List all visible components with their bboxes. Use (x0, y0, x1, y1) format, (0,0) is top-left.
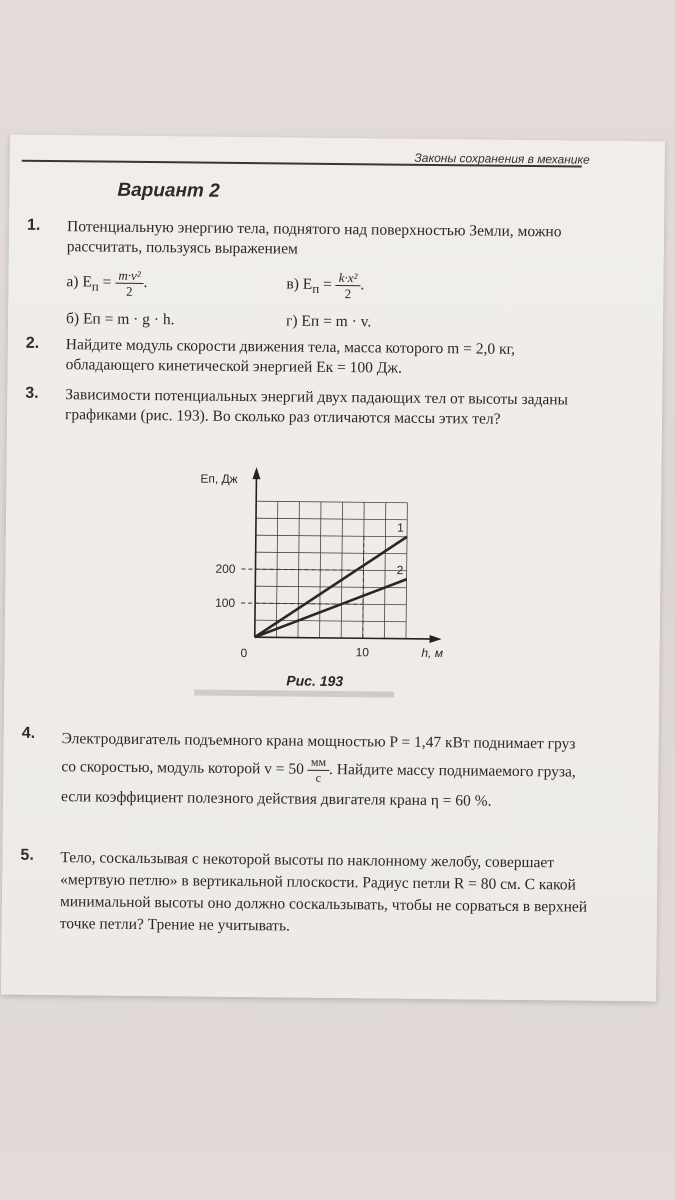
problem-3-text: Зависимости потенциальных энергий двух падающих тел от высоты заданы графиками (рис. 193). Во сколько раз отличаются массы этих тел? (64, 386, 569, 428)
y-axis-label: Eп, Дж (200, 471, 238, 486)
x-axis-label: h, м (421, 645, 444, 661)
x-axis (255, 637, 438, 639)
figure-caption: Рис. 193 (286, 672, 344, 690)
y-tick-label: 100 (215, 595, 236, 610)
problem-1-number: 1. (26, 216, 41, 234)
chart-labels (199, 472, 445, 663)
option-b: б) Eп = m · g · h. (66, 310, 175, 329)
problem-3-number: 3. (25, 384, 39, 402)
chart-grid (241, 501, 408, 639)
y-tick-label: 200 (215, 561, 236, 576)
option-a: а) $E_п$ = $\frac{\text{m·v²}}{2}$ . (66, 267, 148, 299)
problem-4-text: Электродвигатель подъемного крана мощностью P = 1,47 кВт поднимает груз со скоростью, модуль которой v = 50 $\frac{мм}{с}$ . Найдите массу поднимаемого груза, если коэффициент полезного действия двигателя крана η = 60 %. (60, 730, 576, 810)
problem-2-text: Найдите модуль скорости движения тела, масса которого m = 2,0 кг, обладающего кинетической энергией Eк = 100 Дж. (65, 336, 516, 377)
y-axis-arrow (252, 467, 260, 479)
series-label-1: 1 (397, 520, 404, 535)
option-v: в) $E_п$ = $\frac{\text{k·x²}}{2}$ . (286, 270, 365, 302)
grid-line-horizontal (256, 518, 407, 520)
series-label-2: 2 (396, 563, 404, 578)
caption-underline (194, 690, 394, 698)
x-axis-arrow (430, 635, 442, 643)
problem-5-text: Тело, соскальзывая с некоторой высоты по наклонному желобу, совершает «мертвую петлю» в вертикальной плоскости. Радиус петли R = 80 см. С какой минимальной высоты оно должно соскальзывать, чтобы не сорваться в верхней точке петли? Трение не учитывать. (59, 849, 588, 935)
y-axis (255, 471, 257, 637)
problem-2-number: 2. (25, 334, 40, 352)
energy-height-chart (154, 451, 466, 674)
x-tick-label: 10 (355, 645, 370, 660)
grid-line-horizontal (256, 535, 407, 537)
problem-4-number: 4. (21, 724, 36, 742)
option-g: г) Eп = m · v. (285, 312, 372, 331)
chart-axes (251, 467, 444, 643)
grid-line-horizontal (256, 501, 407, 503)
section-header: Законы сохранения в механике (414, 150, 590, 167)
worksheet-page (1, 135, 665, 1002)
problem-5-number: 5. (20, 846, 34, 864)
guide-x10 (363, 536, 364, 638)
variant-title: Вариант 2 (117, 179, 220, 202)
x-tick-label: 0 (240, 646, 248, 661)
problem-1-text: Потенциальную энергию тела, поднятого над поверхностью Земли, можно рассчитать, пользуясь выражением (66, 218, 562, 258)
